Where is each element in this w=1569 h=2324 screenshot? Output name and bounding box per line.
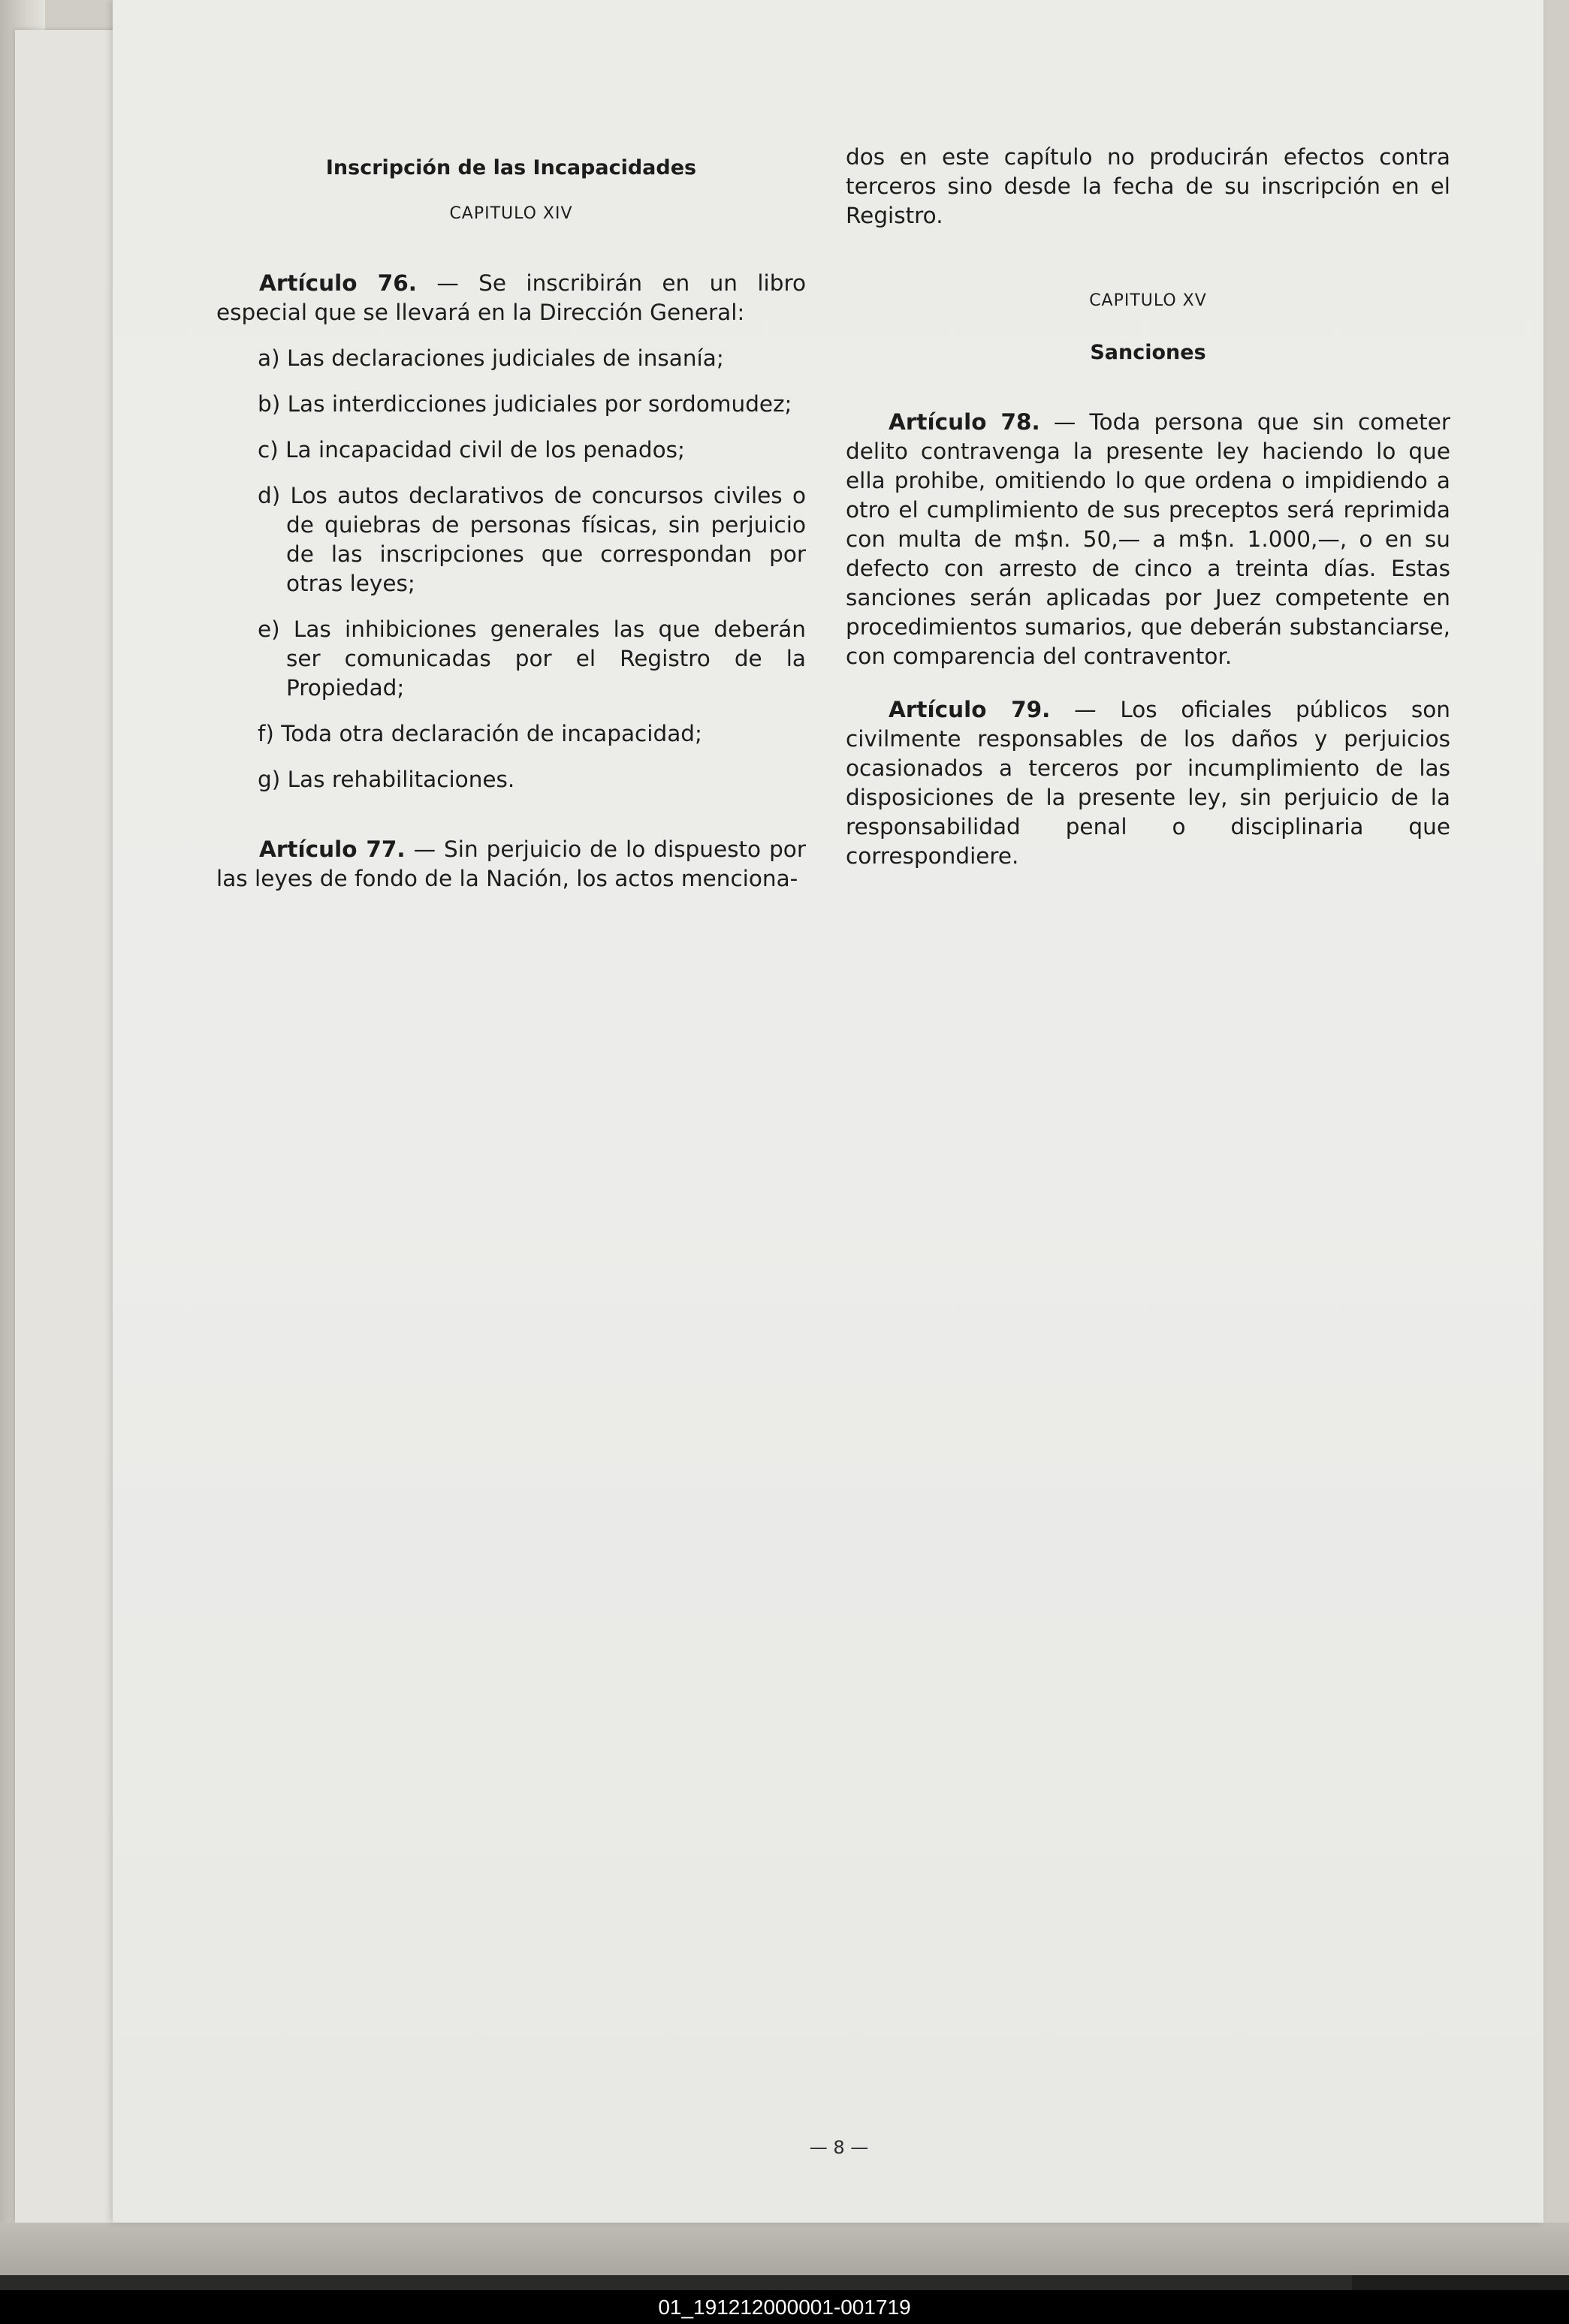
page-number: — 8 — — [809, 2137, 869, 2158]
article-77-label: Artículo 77. — [259, 836, 406, 862]
section-title-sanciones: Sanciones — [1090, 341, 1206, 364]
article-77 — [216, 835, 806, 894]
scan-caption-bar — [0, 2290, 1569, 2324]
list-item-f: f) Toda otra declaración de incapacidad; — [258, 721, 702, 746]
article-78-text: — Toda persona que sin cometer delito contravenga la presente ley haciendo lo que ella prohibe, omitiendo lo que ordena o impidiendo a otro el cumplimiento de sus preceptos será reprimida con multa de m$n. 50,— a m$n. 1.000,—, o en su defecto con arresto de cinco a treinta días. Estas sanciones serán aplicadas por Juez competente en procedimientos sumarios, que deberán substanciarse, con comparencia del contraventor. — [846, 409, 1450, 669]
list-item-d: d) Los autos declarativos de concursos civiles o de quiebras de personas físicas, sin perjuicio de las inscripciones que correspondan por otras leyes; — [258, 483, 806, 596]
list-item-g: g) Las rehabilitaciones. — [258, 767, 515, 792]
section-title-incapacidades: Inscripción de las Incapacidades — [325, 156, 697, 179]
list-item-c: c) La incapacidad civil de los penados; — [258, 437, 685, 463]
scan-background-corner — [1352, 2275, 1569, 2290]
chapter-label-xiv: CAPITULO XIV — [449, 204, 573, 223]
article-76 — [216, 269, 806, 327]
article-78-label: Artículo 78. — [889, 409, 1040, 435]
list-item-a: a) Las declaraciones judiciales de insanía; — [258, 345, 724, 371]
right-column — [846, 143, 1450, 871]
scan-caption: 01_191212000001-001719 — [658, 2295, 911, 2319]
left-column — [216, 143, 806, 894]
article-79-label: Artículo 79. — [889, 697, 1051, 722]
chapter-label-xv: CAPITULO XV — [1089, 291, 1207, 310]
article-76-label: Artículo 76. — [259, 270, 417, 296]
list-item-b: b) Las interdicciones judiciales por sordomudez; — [258, 391, 792, 417]
article-79-text: — Los oficiales públicos son civilmente responsables de los daños y perjuicios ocasionados a terceros por incumplimiento de las disposiciones de la presente ley, sin perjuicio de la responsabilidad penal o disciplinaria que correspondiere. — [846, 697, 1450, 869]
article-79 — [846, 695, 1450, 871]
article-77-text: — Sin perjuicio de lo dispuesto por las leyes de fondo de la Nación, los actos menciona- — [216, 836, 806, 891]
list-item-e: e) Las inhibiciones generales las que deberán ser comunicadas por el Registro de la Propiedad; — [258, 616, 806, 701]
article-78 — [846, 408, 1450, 671]
article-76-text: — Se inscribirán en un libro especial que se llevará en la Dirección General: — [216, 270, 806, 325]
binding-footer-strip — [0, 2223, 1569, 2275]
article-77-continuation: dos en este capítulo no producirán efectos contra terceros sino desde la fecha de su inscripción en el Registro. — [846, 144, 1450, 228]
